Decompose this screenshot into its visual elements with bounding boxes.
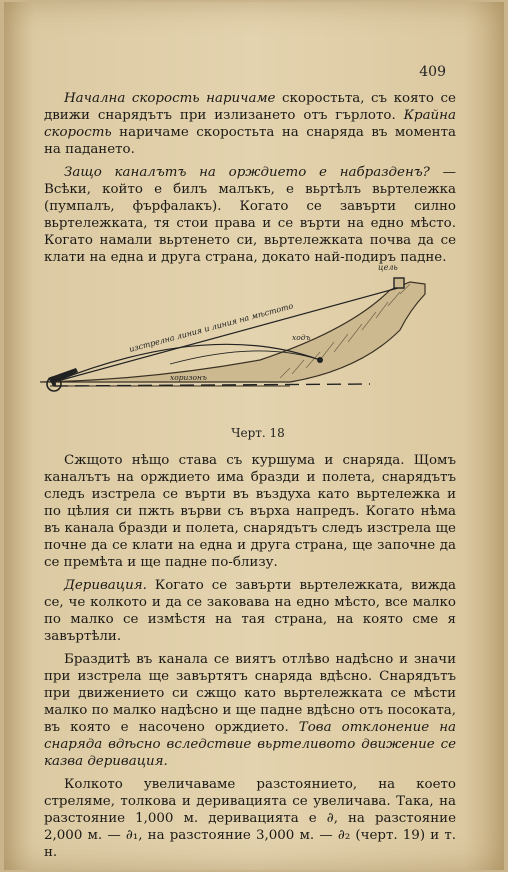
- paragraph: [44, 452, 456, 571]
- italic-run: Деривация.: [64, 578, 147, 593]
- text-run: Сжщото нѣщо става съ куршума и снаряда. Щомъ каналътъ на орждието има бразди и полета, снарядътъ следъ изстрела се върти въ въздуха като вьртележка и по цѣлия си пжть върви съ върха напредъ. Когато нѣма въ канала бразди и полета, снарядътъ следъ изстрела ще почне да се клати на една и друга страна, ще започне да се премѣта и ще падне по-близу.: [44, 453, 456, 570]
- italic-run: Крайна скорость: [44, 108, 456, 140]
- label-line-of-fire: изстрелна линия и линия на мѣстото: [128, 301, 295, 354]
- italic-run: наричаме: [206, 91, 276, 106]
- horizon-line: [54, 384, 370, 386]
- page-number: 409: [419, 64, 446, 80]
- text-run: скоростьта, съ която се движи снарядътъ при излизането отъ гърлото.: [44, 91, 456, 123]
- paragraph: [44, 651, 456, 770]
- book-page: [4, 2, 504, 870]
- text-block-bottom: [44, 452, 456, 867]
- label-trajectory: ходъ: [292, 333, 311, 342]
- text-run: Когато се завърти вьртележката, вижда се, че колкото и да се заковава на едно мѣсто, все малко по малко се измѣстя на тая страна, на която сме я завъртѣли.: [44, 578, 456, 644]
- text-run: — Всѣки, който е билъ малъкъ, е вьртѣлъ вьртележка (пумпалъ, фърфалакъ). Когато се завърти силно вьртележката, тя стои права и се върти на едно мѣсто. Когато намали вьртенето си, вьртележката почва да се клати на една и друга страна, докато най-подиръ падне.: [44, 165, 456, 265]
- italic-run: Начална скорость: [64, 91, 200, 106]
- label-target: цель: [378, 263, 398, 272]
- paragraph: [44, 577, 456, 645]
- figure-18: [30, 260, 470, 420]
- italic-run: Защо каналътъ на орждието е набразденъ?: [64, 165, 430, 180]
- figure-caption: Черт. 18: [231, 426, 285, 440]
- paragraph: [44, 776, 456, 861]
- paragraph: [44, 164, 456, 266]
- label-horizon: хоризонъ: [170, 373, 207, 382]
- italic-run: Това отклонение на снаряда вдѣсно вследствие вьртеливото движение се казва деривация.: [44, 720, 457, 769]
- text-run: наричаме скоростьта на снаряда въ момента на падането.: [44, 125, 456, 157]
- text-run: Браздитѣ въ канала се виятъ отлѣво надѣсно и значи при изстрела ще завъртятъ снаряда вдѣсно. Снарядътъ при движението си сжщо като вьртележката се мѣсти малко по малко надѣсно и ще падне вдѣсно отъ посоката, въ която е насочено орждието.: [44, 652, 456, 735]
- text-run: Колкото увеличаваме разстоянието, на което стреляме, толкова и деривацията се увеличава. Така, на разстояние 1,000 м. деривацията е ∂, на разстояние 2,000 м. — ∂₁, на разстояние 3,000 м. — ∂₂ (черт. 19) и т. н.: [44, 777, 456, 860]
- impact-point: [317, 357, 323, 363]
- text-block-top: [44, 90, 456, 272]
- target-icon: [394, 278, 404, 288]
- paragraph: [44, 90, 456, 158]
